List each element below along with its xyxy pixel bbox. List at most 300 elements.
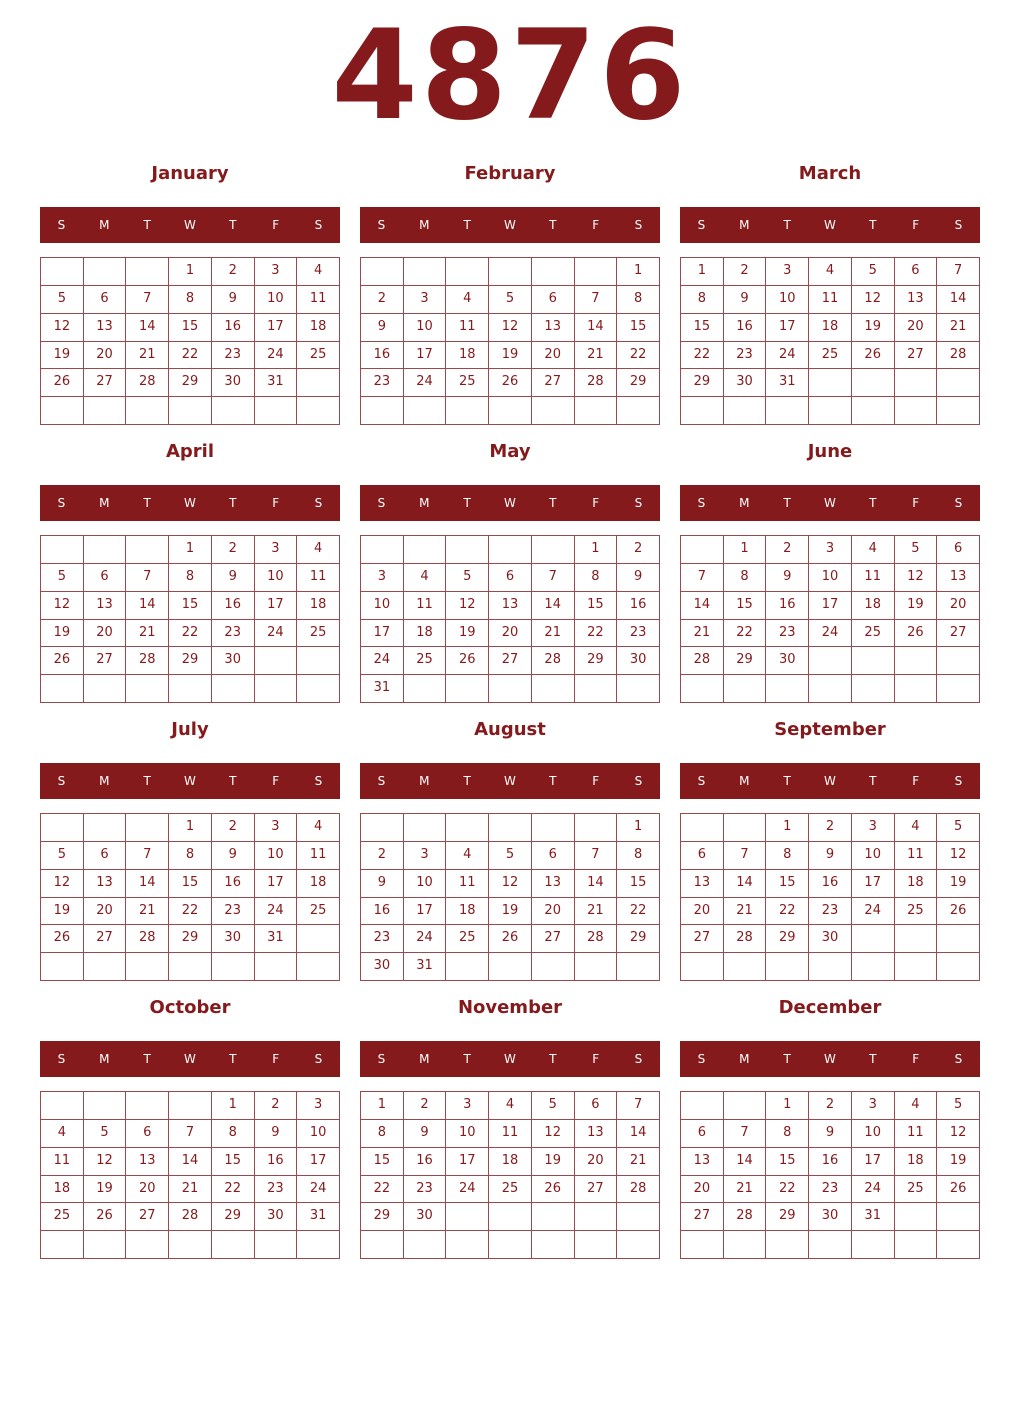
day-cell: 21	[126, 620, 169, 648]
day-cell: 26	[937, 1176, 980, 1204]
day-cell: 7	[126, 564, 169, 592]
day-cell: 20	[532, 898, 575, 926]
day-cell: 7	[724, 1120, 767, 1148]
weekday-label: F	[272, 496, 280, 510]
day-cell: 12	[41, 592, 84, 620]
day-cell: 7	[575, 286, 618, 314]
empty-day-cell	[404, 536, 447, 564]
weekday-label: F	[912, 496, 920, 510]
day-cell: 17	[852, 1148, 895, 1176]
day-cell: 17	[404, 898, 447, 926]
day-cell: 9	[361, 314, 404, 342]
day-cell: 9	[766, 564, 809, 592]
day-cell: 27	[84, 369, 127, 397]
day-cell: 29	[766, 925, 809, 953]
day-cell: 19	[895, 592, 938, 620]
empty-day-cell	[617, 675, 660, 703]
day-cell: 24	[297, 1176, 340, 1204]
empty-day-cell	[404, 258, 447, 286]
day-cell: 15	[766, 870, 809, 898]
weekday-label: S	[314, 496, 323, 510]
day-cell: 14	[724, 1148, 767, 1176]
empty-day-cell	[126, 814, 169, 842]
weekday-label: F	[592, 1052, 600, 1066]
weekday-label: T	[229, 218, 237, 232]
weekday-label: F	[272, 1052, 280, 1066]
day-cell: 14	[575, 314, 618, 342]
day-cell: 8	[169, 564, 212, 592]
day-cell: 1	[617, 814, 660, 842]
weekday-header	[680, 1041, 980, 1077]
day-cell: 4	[489, 1092, 532, 1120]
day-cell: 7	[724, 842, 767, 870]
empty-day-cell	[41, 397, 84, 425]
empty-day-cell	[766, 1231, 809, 1259]
day-cell: 14	[169, 1148, 212, 1176]
day-cell: 29	[724, 647, 767, 675]
day-cell: 6	[489, 564, 532, 592]
empty-day-cell	[169, 397, 212, 425]
day-cell: 16	[361, 898, 404, 926]
day-cell: 27	[126, 1203, 169, 1231]
weekday-label: W	[824, 1052, 836, 1066]
day-cell: 27	[681, 1203, 724, 1231]
empty-day-cell	[575, 397, 618, 425]
empty-day-cell	[84, 953, 127, 981]
day-cell: 21	[617, 1148, 660, 1176]
weekday-label: F	[912, 1052, 920, 1066]
day-cell: 21	[126, 342, 169, 370]
day-cell: 10	[255, 286, 298, 314]
day-grid	[680, 1091, 980, 1259]
empty-day-cell	[575, 1203, 618, 1231]
empty-day-cell	[41, 675, 84, 703]
day-cell: 9	[404, 1120, 447, 1148]
day-cell: 19	[852, 314, 895, 342]
weekday-label: M	[99, 1052, 110, 1066]
weekday-label: S	[377, 774, 386, 788]
weekday-label: F	[272, 774, 280, 788]
day-cell: 19	[937, 870, 980, 898]
day-cell: 8	[617, 842, 660, 870]
weekday-label: S	[634, 496, 643, 510]
empty-day-cell	[126, 536, 169, 564]
day-cell: 19	[532, 1148, 575, 1176]
day-cell: 7	[126, 286, 169, 314]
day-cell: 27	[489, 647, 532, 675]
weekday-label: S	[954, 1052, 963, 1066]
day-cell: 30	[724, 369, 767, 397]
empty-day-cell	[937, 1203, 980, 1231]
weekday-label: T	[549, 218, 557, 232]
empty-day-cell	[766, 397, 809, 425]
empty-day-cell	[724, 675, 767, 703]
day-cell: 11	[404, 592, 447, 620]
empty-day-cell	[852, 675, 895, 703]
day-cell: 19	[84, 1176, 127, 1204]
empty-day-cell	[212, 675, 255, 703]
day-cell: 26	[41, 369, 84, 397]
day-cell: 25	[852, 620, 895, 648]
day-cell: 13	[575, 1120, 618, 1148]
day-cell: 3	[404, 286, 447, 314]
empty-day-cell	[446, 1231, 489, 1259]
day-cell: 29	[212, 1203, 255, 1231]
day-cell: 11	[809, 286, 852, 314]
day-cell: 6	[532, 842, 575, 870]
day-cell: 11	[446, 870, 489, 898]
day-cell: 18	[297, 592, 340, 620]
day-cell: 23	[617, 620, 660, 648]
weekday-label: M	[739, 218, 750, 232]
empty-day-cell	[255, 1231, 298, 1259]
weekday-label: T	[783, 218, 791, 232]
day-cell: 11	[41, 1148, 84, 1176]
day-cell: 9	[617, 564, 660, 592]
weekday-label: S	[57, 496, 66, 510]
day-cell: 23	[212, 898, 255, 926]
weekday-label: F	[272, 218, 280, 232]
weekday-label: F	[592, 774, 600, 788]
empty-day-cell	[895, 953, 938, 981]
empty-day-cell	[126, 1231, 169, 1259]
weekday-label: M	[739, 1052, 750, 1066]
day-cell: 1	[361, 1092, 404, 1120]
day-cell: 1	[169, 814, 212, 842]
day-grid	[40, 1091, 340, 1259]
day-cell: 15	[361, 1148, 404, 1176]
day-cell: 12	[84, 1148, 127, 1176]
day-cell: 17	[446, 1148, 489, 1176]
weekday-label: W	[504, 1052, 516, 1066]
day-cell: 25	[297, 620, 340, 648]
day-cell: 23	[724, 342, 767, 370]
empty-day-cell	[489, 814, 532, 842]
empty-day-cell	[446, 397, 489, 425]
day-cell: 16	[809, 1148, 852, 1176]
weekday-label: M	[419, 1052, 430, 1066]
day-grid	[360, 1091, 660, 1259]
weekday-label: S	[634, 218, 643, 232]
day-cell: 14	[617, 1120, 660, 1148]
empty-day-cell	[212, 397, 255, 425]
empty-day-cell	[404, 1231, 447, 1259]
empty-day-cell	[126, 675, 169, 703]
day-cell: 3	[255, 258, 298, 286]
day-cell: 24	[361, 647, 404, 675]
day-cell: 15	[766, 1148, 809, 1176]
day-cell: 4	[446, 286, 489, 314]
day-cell: 20	[489, 620, 532, 648]
empty-day-cell	[489, 1231, 532, 1259]
empty-day-cell	[937, 369, 980, 397]
day-cell: 2	[809, 1092, 852, 1120]
weekday-label: T	[463, 774, 471, 788]
day-cell: 13	[532, 314, 575, 342]
day-cell: 13	[895, 286, 938, 314]
day-cell: 24	[852, 898, 895, 926]
day-cell: 3	[361, 564, 404, 592]
day-cell: 4	[297, 258, 340, 286]
day-cell: 4	[297, 536, 340, 564]
weekday-header	[40, 207, 340, 243]
day-cell: 9	[212, 842, 255, 870]
day-cell: 1	[681, 258, 724, 286]
day-cell: 8	[724, 564, 767, 592]
day-cell: 12	[937, 1120, 980, 1148]
day-cell: 21	[575, 898, 618, 926]
day-cell: 26	[41, 925, 84, 953]
day-cell: 7	[681, 564, 724, 592]
empty-day-cell	[532, 258, 575, 286]
empty-day-cell	[446, 675, 489, 703]
empty-day-cell	[532, 397, 575, 425]
day-cell: 2	[404, 1092, 447, 1120]
day-cell: 4	[297, 814, 340, 842]
day-cell: 24	[255, 898, 298, 926]
weekday-label: S	[697, 774, 706, 788]
day-cell: 8	[617, 286, 660, 314]
day-cell: 19	[489, 342, 532, 370]
empty-day-cell	[84, 397, 127, 425]
empty-day-cell	[361, 536, 404, 564]
month-name: July	[171, 719, 209, 740]
day-cell: 23	[766, 620, 809, 648]
empty-day-cell	[255, 397, 298, 425]
weekday-label: S	[57, 774, 66, 788]
day-cell: 24	[255, 342, 298, 370]
empty-day-cell	[84, 1231, 127, 1259]
weekday-label: S	[314, 218, 323, 232]
empty-day-cell	[724, 397, 767, 425]
weekday-label: W	[184, 496, 196, 510]
day-cell: 22	[617, 898, 660, 926]
empty-day-cell	[489, 397, 532, 425]
empty-day-cell	[361, 397, 404, 425]
day-cell: 9	[361, 870, 404, 898]
day-cell: 2	[212, 258, 255, 286]
weekday-label: T	[869, 1052, 877, 1066]
day-cell: 28	[169, 1203, 212, 1231]
day-cell: 7	[169, 1120, 212, 1148]
day-cell: 29	[169, 369, 212, 397]
weekday-label: T	[783, 496, 791, 510]
day-cell: 11	[489, 1120, 532, 1148]
day-cell: 26	[532, 1176, 575, 1204]
weekday-label: F	[912, 218, 920, 232]
empty-day-cell	[895, 1231, 938, 1259]
weekday-label: S	[634, 1052, 643, 1066]
day-cell: 18	[446, 342, 489, 370]
weekday-label: T	[229, 1052, 237, 1066]
weekday-header	[40, 763, 340, 799]
day-cell: 31	[361, 675, 404, 703]
empty-day-cell	[297, 1231, 340, 1259]
day-cell: 6	[84, 564, 127, 592]
weekday-label: W	[504, 218, 516, 232]
empty-day-cell	[895, 647, 938, 675]
day-cell: 2	[766, 536, 809, 564]
weekday-header	[680, 763, 980, 799]
day-cell: 23	[404, 1176, 447, 1204]
day-cell: 20	[681, 898, 724, 926]
weekday-label: M	[419, 774, 430, 788]
empty-day-cell	[126, 258, 169, 286]
empty-day-cell	[681, 675, 724, 703]
day-cell: 11	[895, 1120, 938, 1148]
empty-day-cell	[126, 1092, 169, 1120]
day-cell: 29	[681, 369, 724, 397]
day-cell: 21	[532, 620, 575, 648]
day-cell: 29	[617, 369, 660, 397]
empty-day-cell	[532, 1203, 575, 1231]
day-cell: 29	[617, 925, 660, 953]
day-cell: 10	[766, 286, 809, 314]
day-cell: 3	[255, 536, 298, 564]
day-cell: 30	[212, 925, 255, 953]
day-cell: 21	[724, 898, 767, 926]
empty-day-cell	[532, 536, 575, 564]
day-cell: 12	[41, 314, 84, 342]
day-cell: 18	[895, 1148, 938, 1176]
day-cell: 2	[212, 814, 255, 842]
day-grid	[360, 813, 660, 981]
day-cell: 1	[724, 536, 767, 564]
day-cell: 9	[212, 564, 255, 592]
day-cell: 27	[937, 620, 980, 648]
day-cell: 27	[681, 925, 724, 953]
day-cell: 7	[575, 842, 618, 870]
empty-day-cell	[84, 536, 127, 564]
empty-day-cell	[681, 814, 724, 842]
empty-day-cell	[532, 1231, 575, 1259]
empty-day-cell	[809, 647, 852, 675]
day-cell: 5	[41, 286, 84, 314]
empty-day-cell	[575, 1231, 618, 1259]
day-grid	[40, 813, 340, 981]
day-cell: 17	[852, 870, 895, 898]
day-cell: 20	[84, 898, 127, 926]
empty-day-cell	[617, 1203, 660, 1231]
day-cell: 24	[446, 1176, 489, 1204]
day-cell: 14	[532, 592, 575, 620]
day-cell: 22	[169, 620, 212, 648]
weekday-label: T	[463, 218, 471, 232]
day-cell: 19	[41, 898, 84, 926]
day-cell: 17	[255, 592, 298, 620]
day-cell: 16	[212, 870, 255, 898]
day-cell: 13	[84, 870, 127, 898]
day-cell: 13	[84, 314, 127, 342]
day-cell: 18	[404, 620, 447, 648]
day-cell: 13	[84, 592, 127, 620]
day-cell: 31	[404, 953, 447, 981]
empty-day-cell	[724, 814, 767, 842]
day-cell: 5	[41, 564, 84, 592]
day-grid	[360, 257, 660, 425]
weekday-label: T	[463, 496, 471, 510]
month-name: March	[798, 163, 862, 184]
day-cell: 12	[489, 870, 532, 898]
day-cell: 20	[532, 342, 575, 370]
day-cell: 28	[617, 1176, 660, 1204]
day-grid	[40, 257, 340, 425]
day-grid	[40, 535, 340, 703]
weekday-label: S	[697, 496, 706, 510]
empty-day-cell	[681, 1231, 724, 1259]
day-cell: 23	[361, 369, 404, 397]
day-cell: 11	[446, 314, 489, 342]
empty-day-cell	[446, 536, 489, 564]
empty-day-cell	[41, 1231, 84, 1259]
day-cell: 21	[724, 1176, 767, 1204]
day-cell: 19	[937, 1148, 980, 1176]
empty-day-cell	[41, 953, 84, 981]
day-cell: 25	[489, 1176, 532, 1204]
day-cell: 28	[681, 647, 724, 675]
day-cell: 8	[169, 842, 212, 870]
empty-day-cell	[724, 1231, 767, 1259]
day-cell: 30	[809, 1203, 852, 1231]
weekday-label: W	[504, 774, 516, 788]
weekday-label: T	[143, 496, 151, 510]
weekday-label: T	[549, 496, 557, 510]
day-cell: 15	[617, 314, 660, 342]
empty-day-cell	[297, 675, 340, 703]
day-cell: 30	[255, 1203, 298, 1231]
day-cell: 4	[852, 536, 895, 564]
day-cell: 20	[895, 314, 938, 342]
day-cell: 15	[575, 592, 618, 620]
weekday-label: T	[783, 774, 791, 788]
day-cell: 29	[169, 647, 212, 675]
day-cell: 2	[617, 536, 660, 564]
weekday-label: S	[377, 496, 386, 510]
empty-day-cell	[809, 397, 852, 425]
empty-day-cell	[126, 397, 169, 425]
day-cell: 3	[446, 1092, 489, 1120]
weekday-label: W	[504, 496, 516, 510]
day-cell: 24	[809, 620, 852, 648]
empty-day-cell	[617, 397, 660, 425]
day-cell: 25	[895, 1176, 938, 1204]
day-cell: 3	[297, 1092, 340, 1120]
day-cell: 22	[169, 342, 212, 370]
empty-day-cell	[937, 1231, 980, 1259]
empty-day-cell	[404, 675, 447, 703]
weekday-label: S	[377, 218, 386, 232]
day-cell: 5	[852, 258, 895, 286]
empty-day-cell	[724, 1092, 767, 1120]
empty-day-cell	[446, 1203, 489, 1231]
day-cell: 6	[532, 286, 575, 314]
day-cell: 5	[489, 842, 532, 870]
day-cell: 2	[724, 258, 767, 286]
day-cell: 8	[212, 1120, 255, 1148]
day-cell: 25	[41, 1203, 84, 1231]
empty-day-cell	[41, 814, 84, 842]
empty-day-cell	[532, 953, 575, 981]
empty-day-cell	[575, 953, 618, 981]
empty-day-cell	[809, 369, 852, 397]
weekday-label: T	[783, 1052, 791, 1066]
day-cell: 16	[212, 592, 255, 620]
day-cell: 28	[126, 369, 169, 397]
empty-day-cell	[681, 397, 724, 425]
empty-day-cell	[937, 397, 980, 425]
empty-day-cell	[297, 925, 340, 953]
day-cell: 31	[766, 369, 809, 397]
